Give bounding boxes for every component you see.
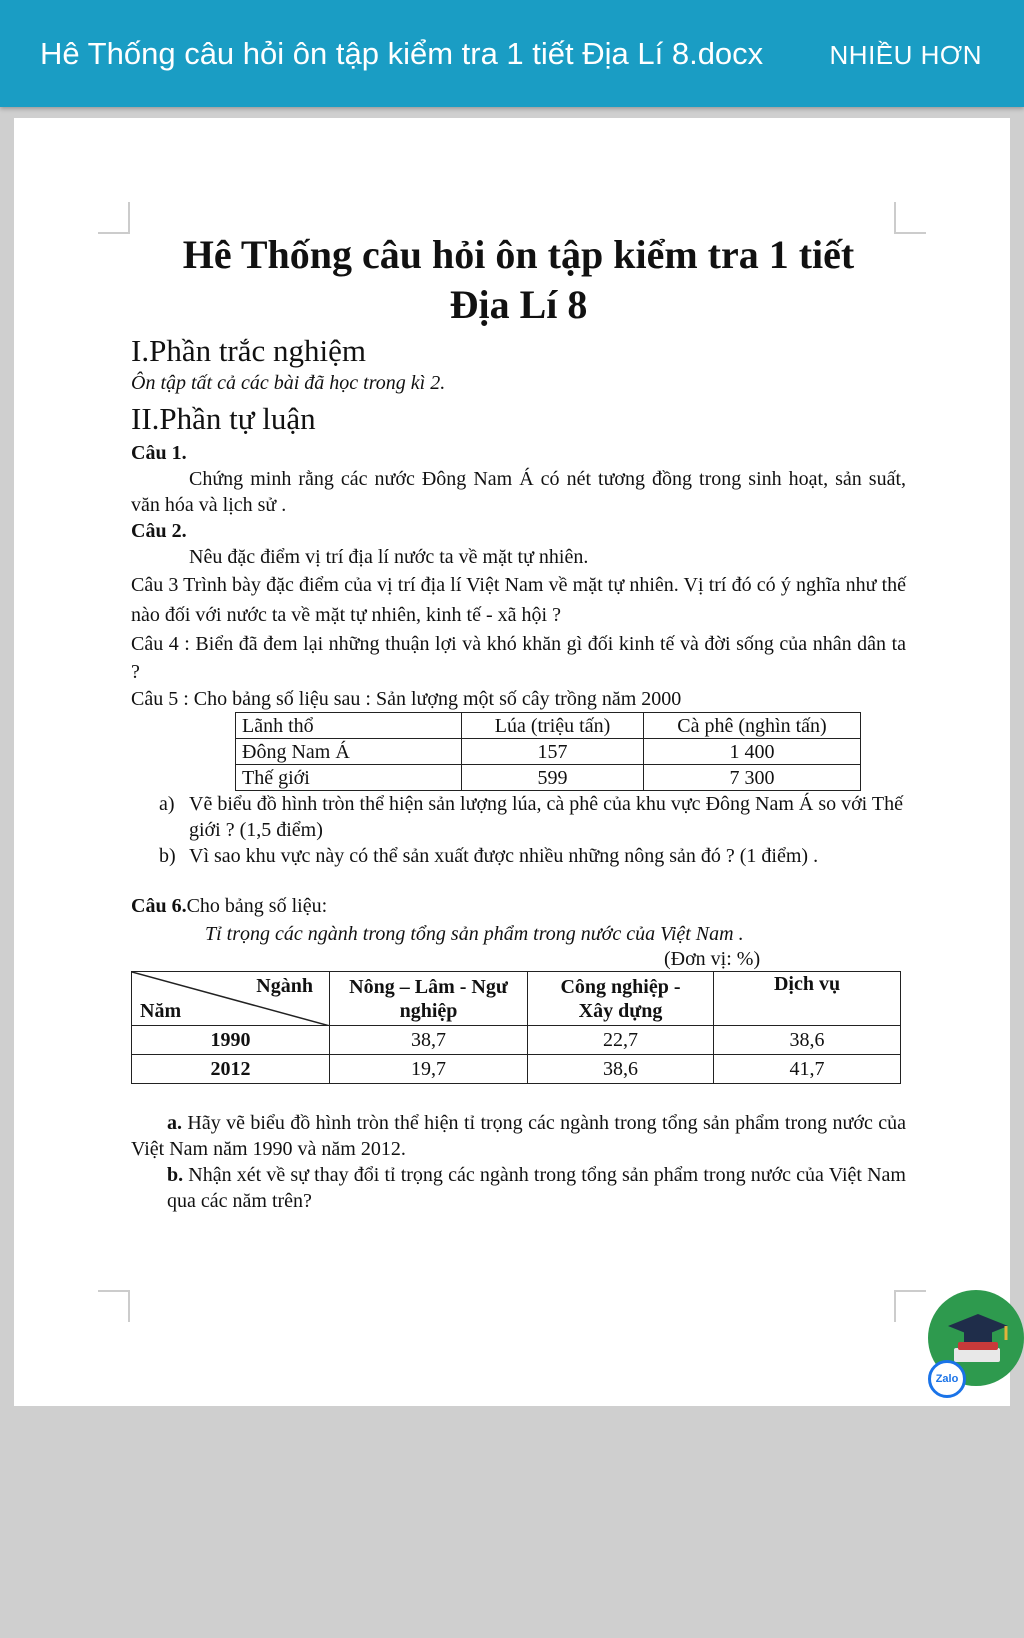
q6-unit: (Đơn vị: %) (664, 948, 761, 970)
q6b-label: b. (167, 1164, 184, 1186)
crop-mark (98, 202, 130, 234)
q6-heading (131, 893, 906, 919)
q6a-text: Hãy vẽ biểu đồ hình tròn thể hiện tỉ trọng các ngành trong tổng sản phẩm trong nước của Việt Nam năm 1990 và năm 2012. (131, 1112, 906, 1160)
table-cell: 38,6 (528, 1055, 714, 1084)
document-title: Hê Thống câu hỏi ôn tập kiểm tra 1 tiết Địa Lí 8.docx (40, 36, 764, 71)
table-cell: 157 (462, 739, 644, 765)
q5b-text: Vì sao khu vực này có thể sản xuất được nhiều những nông sản đó ? (1 điểm) . (189, 845, 819, 867)
table-cell: 41,7 (714, 1055, 901, 1084)
section2-heading: II.Phần tự luận (131, 401, 316, 436)
q5-text: Câu 5 : Cho bảng số liệu sau : Sản lượng một số cây trồng năm 2000 (131, 688, 682, 710)
document-page[interactable] (14, 118, 1010, 1406)
table-row (132, 1026, 901, 1055)
q6-intro: Cho bảng số liệu: (186, 895, 328, 917)
table-header-cell: Lãnh thổ (236, 713, 462, 739)
table-cell: 19,7 (330, 1055, 528, 1084)
more-button[interactable]: NHIỀU HƠN (829, 40, 982, 70)
table-cell: Thế giới (236, 765, 462, 791)
section1-heading: I.Phần trắc nghiệm (131, 333, 367, 368)
q5a-item (131, 791, 906, 843)
table-row (132, 1055, 901, 1084)
table-cell: 2012 (132, 1055, 330, 1084)
table-header-row (236, 713, 861, 739)
q2-label: Câu 2. (131, 520, 187, 542)
q6b-item (131, 1162, 906, 1214)
q6a-item (131, 1110, 906, 1162)
heading-title (131, 230, 906, 330)
table-cell: Đông Nam Á (236, 739, 462, 765)
section1-note: Ôn tập tất cả các bài đã học trong kì 2. (131, 372, 446, 394)
corner-top-label: Ngành (256, 975, 313, 997)
table-corner-cell (132, 972, 330, 1026)
q3-text: Câu 3 Trình bày đặc điểm của vị trí địa lí Việt Nam về mặt tự nhiên. Vị trí đó có ý nghĩa như thế nào đối với nước ta về mặt tự nhiên, kinh tế - xã hội ? (131, 574, 906, 626)
q4-text: Câu 4 : Biển đã đem lại những thuận lợi và khó khăn gì đối kinh tế và đời sống của nhân dân ta ? (131, 633, 906, 683)
table-row (236, 765, 861, 791)
table-cell: 38,7 (330, 1026, 528, 1055)
table-header-row (132, 972, 901, 1026)
table-cell: 1 400 (644, 739, 861, 765)
table-cell: 38,6 (714, 1026, 901, 1055)
zalo-icon[interactable]: Zalo (928, 1360, 966, 1398)
q1-text: Chứng minh rằng các nước Đông Nam Á có nét tương đồng trong sinh hoạt, sản suất, văn hóa và lịch sử . (131, 468, 906, 516)
table-cell: 599 (462, 765, 644, 791)
q6b-text: Nhận xét về sự thay đổi tỉ trọng các ngành trong tổng sản phẩm trong nước của Việt Nam qua các năm trên? (167, 1164, 906, 1212)
document-content (131, 230, 906, 1214)
crop-mark (894, 1290, 926, 1322)
q1-label: Câu 1. (131, 442, 187, 464)
title-line-1: Hê Thống câu hỏi ôn tập kiểm tra 1 tiết (182, 232, 855, 277)
q5a-label: a) (159, 793, 175, 815)
q6-caption: Tỉ trọng các ngành trong tổng sản phẩm trong nước của Việt Nam . (205, 923, 744, 945)
table-cell: 22,7 (528, 1026, 714, 1055)
table-cell: 7 300 (644, 765, 861, 791)
title-line-2: Địa Lí 8 (449, 282, 588, 327)
q6-table (131, 971, 901, 1084)
q2-text: Nêu đặc điểm vị trí địa lí nước ta về mặt tự nhiên. (189, 546, 589, 568)
q5b-item (131, 843, 906, 869)
q5-table (235, 712, 861, 791)
table-header-cell: Dịch vụ (714, 972, 901, 1026)
q6-label: Câu 6. (131, 895, 187, 917)
table-row (236, 739, 861, 765)
q5b-label: b) (159, 845, 176, 867)
q6a-label: a. (167, 1112, 182, 1134)
q5a-text: Vẽ biểu đồ hình tròn thể hiện sản lượng lúa, cà phê của khu vực Đông Nam Á so với Thế giới ? (1,5 điểm) (189, 793, 903, 841)
app-bar (0, 0, 1024, 107)
corner-bottom-label: Năm (140, 1000, 182, 1022)
table-header-cell: Công nghiệp - Xây dựng (528, 972, 714, 1026)
crop-mark (98, 1290, 130, 1322)
table-header-cell: Lúa (triệu tấn) (462, 713, 644, 739)
table-header-cell: Nông – Lâm - Ngư nghiệp (330, 972, 528, 1026)
table-cell: 1990 (132, 1026, 330, 1055)
table-header-cell: Cà phê (nghìn tấn) (644, 713, 861, 739)
